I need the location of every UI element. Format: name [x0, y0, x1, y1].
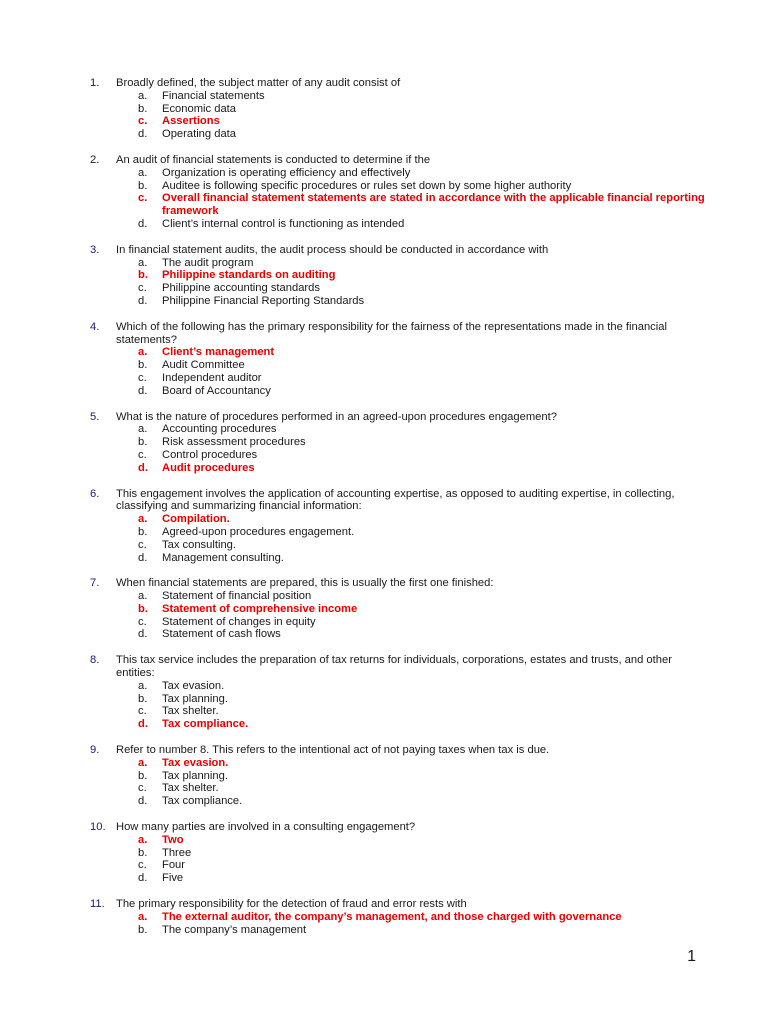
question-text: The primary responsibility for the detection of fraud and error rests with [116, 898, 467, 911]
option-text: Accounting procedures [162, 423, 277, 436]
answer-options [90, 423, 710, 474]
answer-option [90, 372, 710, 385]
correct-answer-option [90, 462, 710, 475]
answer-option [90, 859, 710, 872]
option-letter: d. [138, 217, 148, 230]
question-item [90, 488, 710, 565]
question-number: 10. [90, 821, 106, 834]
option-text: Organization is operating efficiency and effectively [162, 166, 411, 179]
option-letter: d. [138, 461, 148, 474]
question-text: Which of the following has the primary responsibility for the fairness of the representations made in the financial statements? [116, 320, 667, 346]
option-letter: a. [138, 423, 148, 436]
option-letter: c. [138, 371, 147, 384]
option-text: Operating data [162, 128, 237, 141]
correct-answer-option [90, 911, 710, 924]
page-number: 1 [687, 948, 696, 965]
correct-answer-option [90, 192, 710, 218]
answer-option [90, 872, 710, 885]
question-number: 8. [90, 654, 100, 667]
option-letter: b. [138, 525, 148, 538]
question-text: When financial statements are prepared, this is usually the first one finished: [116, 577, 494, 590]
option-text: Two [162, 833, 184, 846]
option-letter: a. [138, 756, 148, 769]
answer-option [90, 590, 710, 603]
question-text: In financial statement audits, the audit process should be conducted in accordance with [116, 243, 549, 256]
option-text: Board of Accountancy [162, 384, 271, 397]
option-letter: c. [138, 192, 148, 205]
correct-answer-option [90, 346, 710, 359]
option-letter: a. [138, 513, 148, 526]
option-text: Statement of financial position [162, 590, 312, 603]
option-letter: d. [138, 628, 148, 641]
answer-option [90, 795, 710, 808]
option-letter: d. [138, 872, 148, 885]
option-text: Tax planning. [162, 769, 228, 782]
option-text: Philippine accounting standards [162, 282, 320, 295]
answer-option [90, 782, 710, 795]
option-text: Tax compliance. [162, 718, 249, 731]
option-letter: b. [138, 846, 148, 859]
option-text: Statement of cash flows [162, 628, 281, 641]
option-text: Assertions [162, 115, 220, 128]
answer-option [90, 385, 710, 398]
option-letter: a. [138, 346, 148, 359]
option-letter: a. [138, 166, 148, 179]
answer-option [90, 167, 710, 180]
answer-options [90, 513, 710, 564]
answer-options [90, 90, 710, 141]
option-letter: a. [138, 256, 148, 269]
option-text: The external auditor, the company’s management, and those charged with governance [162, 910, 622, 923]
answer-options [90, 757, 710, 808]
option-text: Independent auditor [162, 371, 262, 384]
question-item [90, 411, 710, 475]
option-letter: b. [138, 269, 148, 282]
option-letter: c. [138, 705, 147, 718]
option-letter: b. [138, 923, 148, 936]
question-text: An audit of financial statements is conducted to determine if the [116, 153, 431, 166]
option-text: Compilation. [162, 513, 230, 526]
answer-option [90, 847, 710, 860]
answer-option [90, 90, 710, 103]
option-letter: b. [138, 179, 148, 192]
option-letter: c. [138, 538, 147, 551]
option-letter: a. [138, 590, 148, 603]
answer-option [90, 924, 710, 937]
option-text: Tax consulting. [162, 538, 237, 551]
option-letter: c. [138, 782, 147, 795]
option-text: Client’s internal control is functioning as intended [162, 217, 405, 230]
answer-options [90, 346, 710, 397]
option-text: Statement of comprehensive income [162, 602, 358, 615]
option-text: Four [162, 859, 186, 872]
option-text: Tax compliance. [162, 795, 243, 808]
option-text: Economic data [162, 102, 237, 115]
answer-options [90, 167, 710, 231]
option-letter: d. [138, 551, 148, 564]
answer-option [90, 436, 710, 449]
answer-options [90, 590, 710, 641]
answer-options [90, 911, 710, 937]
option-letter: d. [138, 795, 148, 808]
option-text: Audit Committee [162, 359, 245, 372]
question-item [90, 654, 710, 731]
answer-option [90, 218, 710, 231]
option-text: Overall financial statement statements are stated in accordance with the applicable financial reporting framework [162, 192, 705, 218]
answer-option [90, 449, 710, 462]
correct-answer-option [90, 834, 710, 847]
question-number: 9. [90, 744, 100, 757]
correct-answer-option [90, 603, 710, 616]
correct-answer-option [90, 757, 710, 770]
question-item [90, 577, 710, 641]
option-text: Philippine standards on auditing [162, 269, 336, 282]
option-letter: a. [138, 89, 148, 102]
question-item [90, 821, 710, 885]
correct-answer-option [90, 718, 710, 731]
answer-option [90, 552, 710, 565]
option-letter: a. [138, 833, 148, 846]
option-text: Management consulting. [162, 551, 284, 564]
option-text: Tax planning. [162, 692, 228, 705]
option-letter: b. [138, 359, 148, 372]
answer-option [90, 359, 710, 372]
option-letter: d. [138, 294, 148, 307]
question-item [90, 744, 710, 808]
option-letter: c. [138, 115, 148, 128]
option-text: Tax shelter. [162, 782, 219, 795]
question-item [90, 154, 710, 231]
answer-option [90, 705, 710, 718]
option-letter: b. [138, 769, 148, 782]
question-number: 5. [90, 410, 100, 423]
option-letter: a. [138, 910, 148, 923]
question-number: 2. [90, 153, 100, 166]
option-text: Agreed-upon procedures engagement. [162, 525, 355, 538]
question-text: This engagement involves the application of accounting expertise, as opposed to auditing expertise, in collecting, classifying and summarizing financial information: [116, 487, 675, 513]
correct-answer-option [90, 115, 710, 128]
question-text: This tax service includes the preparation of tax returns for individuals, corporations, estates and trusts, and other entities: [116, 654, 672, 680]
option-letter: a. [138, 679, 148, 692]
answer-option [90, 616, 710, 629]
answer-option [90, 693, 710, 706]
option-text: Philippine Financial Reporting Standards [162, 294, 365, 307]
option-letter: b. [138, 436, 148, 449]
option-text: Auditee is following specific procedures or rules set down by some higher authority [162, 179, 572, 192]
option-letter: b. [138, 692, 148, 705]
question-item [90, 898, 710, 936]
answer-option [90, 680, 710, 693]
option-letter: b. [138, 102, 148, 115]
option-letter: b. [138, 602, 148, 615]
question-text: How many parties are involved in a consulting engagement? [116, 821, 416, 834]
correct-answer-option [90, 269, 710, 282]
option-text: Financial statements [162, 89, 265, 102]
question-number: 3. [90, 243, 100, 256]
question-text: What is the nature of procedures performed in an agreed-upon procedures engagement? [116, 410, 557, 423]
option-text: Three [162, 846, 192, 859]
option-letter: c. [138, 615, 147, 628]
answer-option [90, 103, 710, 116]
option-letter: c. [138, 448, 147, 461]
option-text: Tax evasion. [162, 679, 225, 692]
option-letter: d. [138, 718, 148, 731]
question-item [90, 244, 710, 308]
question-item [90, 321, 710, 398]
option-text: Tax evasion. [162, 756, 229, 769]
answer-option [90, 282, 710, 295]
option-text: Control procedures [162, 448, 258, 461]
option-letter: d. [138, 384, 148, 397]
answer-option [90, 180, 710, 193]
question-number: 7. [90, 577, 100, 590]
option-text: The company’s management [162, 923, 307, 936]
answer-option [90, 770, 710, 783]
question-text: Refer to number 8. This refers to the intentional act of not paying taxes when tax is due. [116, 744, 550, 757]
option-text: Risk assessment procedures [162, 436, 306, 449]
answer-option [90, 295, 710, 308]
question-number: 6. [90, 487, 100, 500]
option-text: Audit procedures [162, 461, 255, 474]
option-letter: d. [138, 128, 148, 141]
option-text: Tax shelter. [162, 705, 219, 718]
option-text: Statement of changes in equity [162, 615, 316, 628]
option-text: The audit program [162, 256, 254, 269]
answer-option [90, 128, 710, 141]
question-list [90, 77, 710, 949]
option-text: Five [162, 872, 184, 885]
question-item [90, 77, 710, 141]
answer-options [90, 680, 710, 731]
question-number: 1. [90, 77, 100, 89]
answer-option [90, 526, 710, 539]
correct-answer-option [90, 513, 710, 526]
question-number: 11. [90, 898, 105, 911]
option-letter: c. [138, 859, 147, 872]
answer-option [90, 539, 710, 552]
option-text: Client’s management [162, 346, 275, 359]
answer-option [90, 628, 710, 641]
answer-option [90, 423, 710, 436]
answer-options [90, 834, 710, 885]
question-text: Broadly defined, the subject matter of any audit consist of [116, 77, 401, 89]
option-letter: c. [138, 282, 147, 295]
answer-options [90, 257, 710, 308]
answer-option [90, 257, 710, 270]
question-number: 4. [90, 320, 100, 333]
